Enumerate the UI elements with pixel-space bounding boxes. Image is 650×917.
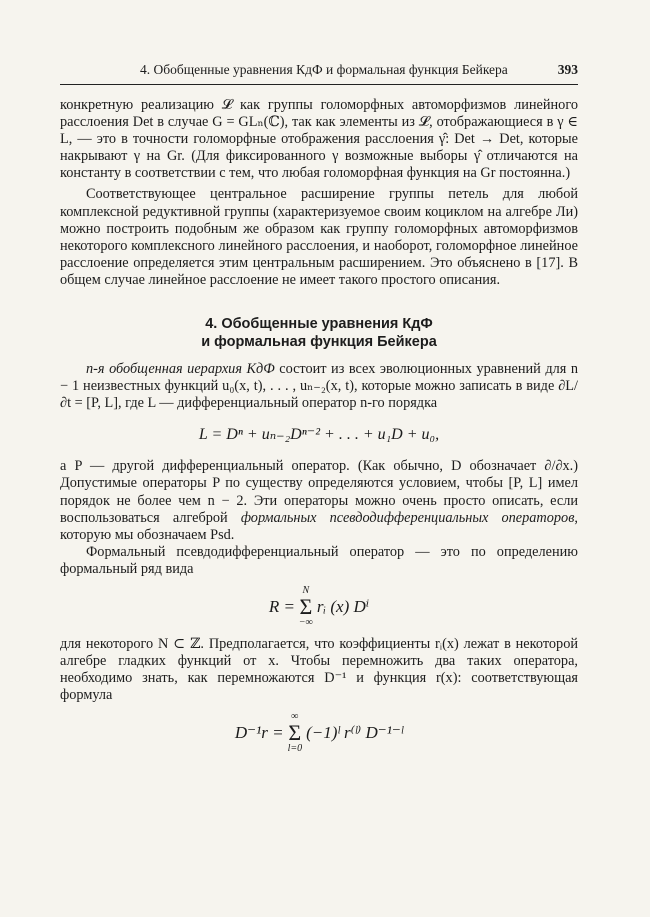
paragraph-2: Соответствующее центральное расширение группы петель для любой комплексной редуктивной группы (характеризуемое своим коциклом на алгебре Ли) можно построить подобным же образом как группу голоморфных автоморфизмов некоторого комплексного линейного расслоения, и наоборот, голоморфное линейное расслоение определяется этим центральным расширением. Это объяснено в [17]. В общем случае линейное расслоение не имеет такого простого описания.: [60, 186, 578, 288]
paragraph-3-text: состоит из всех эволюционных уравнений для n − 1 неизвестных функций u₀(x, t), . . . , uₙ₋₂(x, t), которые можно записать в виде ∂L/∂t = [P, L], где L — дифференциальный оператор n-го порядка: [60, 361, 578, 412]
running-header: [60, 62, 578, 85]
book-page: [60, 62, 578, 762]
paragraph-4-emphasis: формальных псевдодифференциальных операторов: [240, 509, 575, 526]
sum-upper-limit: ∞: [291, 711, 299, 723]
section-heading-line-2: и формальная функция Бейкера: [201, 334, 437, 351]
paragraph-1: конкретную реализацию 𝓛 как группы голоморфных автоморфизмов линейного расслоения Det в случае G = GLₙ(ℂ), так как элементы из 𝓛, отображающиеся в γ ∈ L, — это в точности голоморфные отображения расслоения γ̂: Det → Det, которые накрывают γ на Gr. (Для фиксированного γ возможные выборы γ̂ отличаются на константу в соответствии с тем, что любая голоморфная функция на Gr постоянна.): [60, 97, 578, 182]
formula-R-lhs: R =: [268, 596, 295, 616]
formula-D-rhs: (−1)ˡ r⁽ˡ⁾ D⁻¹⁻ˡ: [306, 723, 404, 743]
formula-R-series: [60, 586, 578, 628]
paragraph-5: Формальный псевдодифференциальный оператор — это по определению формальный ряд вида: [60, 543, 578, 577]
paragraph-4: [60, 458, 578, 543]
sum-symbol-D: [288, 712, 303, 754]
page-number: 393: [557, 62, 578, 77]
sigma-glyph: Σ: [288, 720, 302, 746]
running-header-title: 4. Обобщенные уравнения КдФ и формальная функция Бейкера: [139, 62, 508, 77]
formula-R-rhs: rᵢ (x) Dⁱ: [316, 596, 370, 616]
paragraph-3: [60, 361, 578, 412]
section-heading: [60, 315, 578, 351]
paragraph-4-text-a: а P — другой дифференциальный оператор. (Как обычно, D обозначает ∂/∂x.) Допустимые операторы P по существу определяются условием, чтобы [P, L] имел порядок не более чем n − 2. Эти операторы можно очень просто описать, если воспользоваться алгеброй: [60, 458, 578, 526]
formula-D-lhs: D⁻¹r =: [234, 723, 284, 743]
sum-lower-limit: −∞: [298, 616, 313, 628]
formula-L-operator: L = Dⁿ + uₙ₋₂Dⁿ⁻² + . . . + u₁D + u₀,: [198, 426, 440, 444]
sum-upper-limit: N: [302, 584, 310, 596]
sum-symbol-R: [299, 586, 313, 628]
sum-lower-limit: l=0: [287, 743, 303, 755]
paragraph-6: для некоторого N ⊂ ℤ. Предполагается, что коэффициенты rᵢ(x) лежат в некоторой алгебре гладких функций от x. Чтобы перемножить два таких оператора, необходимо знать, как перемножаются D⁻¹ и функция r(x): соответствующая формула: [60, 635, 578, 704]
section-heading-line-1: 4. Обобщенные уравнения КдФ: [205, 316, 433, 333]
paragraph-4-text-b: , которую мы обозначаем Psd.: [60, 509, 578, 543]
formula-D-inverse: [60, 712, 578, 754]
sigma-glyph: Σ: [299, 593, 313, 619]
paragraph-3-emphasis: n-я обобщенная иерархия КдФ: [86, 361, 275, 378]
